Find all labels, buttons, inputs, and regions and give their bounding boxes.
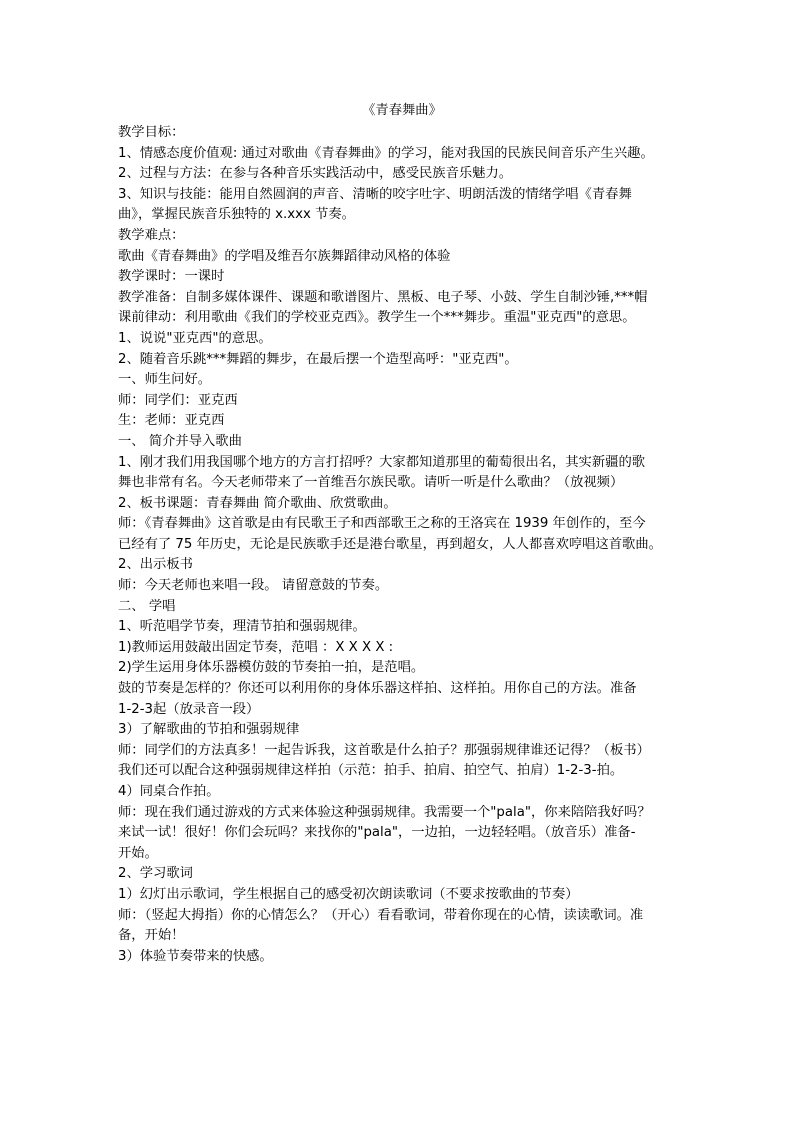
text-line: 已经有了 75 年历史，无论是民族歌手还是港台歌星，再到超女，人人都喜欢哼唱这首歌曲。 <box>118 536 662 552</box>
document-body <box>118 123 678 967</box>
text-line: 一、 简介并导入歌曲 <box>118 433 242 449</box>
text-line: 2、出示板书 <box>118 557 193 573</box>
text-line: 来试一试！很好！你们会玩吗？来找你的"pala"，一边拍，一边轻轻唱。（放音乐）准备- <box>118 825 636 841</box>
text-line: 教学课时：一课时 <box>118 269 225 285</box>
text-line: 开始。 <box>118 845 158 861</box>
text-line: 师：今天老师也来唱一段。 请留意鼓的节奏。 <box>118 578 389 594</box>
text-line: 2、板书课题：青春舞曲 简介歌曲、欣赏歌曲。 <box>118 495 397 511</box>
text-line: 备，开始！ <box>118 928 185 944</box>
text-line: 4）同桌合作拍。 <box>118 784 220 799</box>
text-line: 鼓的节奏是怎样的？你还可以利用你的身体乐器这样拍、这样拍。用你自己的方法。准备 <box>118 681 637 697</box>
document-page <box>118 101 678 967</box>
text-line: 2、学习歌词 <box>118 866 193 882</box>
text-line: 2、随着音乐跳***舞蹈的舞步，在最后摆一个造型高呼："亚克西"。 <box>118 351 518 367</box>
text-line: 教学难点： <box>118 227 185 243</box>
text-line: 1、听范唱学节奏，理清节拍和强弱规律。 <box>118 619 366 635</box>
text-line: 2)学生运用身体乐器模仿鼓的节奏拍一拍，是范唱。 <box>118 660 425 676</box>
text-line: 3）了解歌曲的节拍和强弱规律 <box>118 722 300 738</box>
text-line: 2、过程与方法：在参与各种音乐实践活动中，感受民族音乐魅力。 <box>118 166 513 182</box>
text-line: 师：《青春舞曲》这首歌是由有民歌王子和西部歌王之称的王洛宾在 1939 年创作的，至今 <box>118 516 646 532</box>
text-line: 我们还可以配合这种强弱规律这样拍（示范：拍手、拍肩、拍空气、拍肩）1-2-3-拍。 <box>118 763 624 779</box>
text-line: 课前律动：利用歌曲《我们的学校亚克西》。教学生一个***舞步。重温"亚克西"的意思。 <box>118 310 636 326</box>
text-line: 1、刚才我们用我国哪个地方的方言打招呼？大家都知道那里的葡萄很出名，其实新疆的歌 <box>118 454 646 470</box>
text-line: 师：（竖起大拇指）你的心情怎么？（开心）看看歌词，带着你现在的心情，读读歌词。准 <box>118 907 644 923</box>
text-line: 舞也非常有名。今天老师带来了一首维吾尔族民歌。请听一听是什么歌曲？（放视频） <box>118 475 624 491</box>
text-line: 一、师生问好。 <box>118 372 212 388</box>
text-line: 1、说说"亚克西"的意思。 <box>118 330 272 346</box>
text-line: 1-2-3起（放录音一段） <box>118 701 260 717</box>
text-line: 1）幻灯出示歌词，学生根据自己的感受初次朗读歌词（不要求按歌曲的节奏） <box>118 886 579 902</box>
document-title: 《青春舞曲》 <box>362 103 442 118</box>
text-line: 3）体验节奏带来的快感。 <box>118 948 273 964</box>
text-line: 生：老师：亚克西 <box>118 413 225 429</box>
text-line: 曲》，掌握民族音乐独特的 x.xxx 节奏。 <box>118 207 355 223</box>
text-line: 3、知识与技能：能用自然圆润的声音、清晰的咬字吐字、明朗活泼的情绪学唱《青春舞 <box>118 186 632 202</box>
text-line: 教学准备：自制多媒体课件、课题和歌谱图片、黑板、电子琴、小鼓、学生自制沙锤,***帽 <box>118 289 648 305</box>
text-line: 1)教师运用鼓敲出固定节奏，范唱 ：X X X X : <box>118 639 394 655</box>
text-line: 二、 学唱 <box>118 598 176 614</box>
text-line: 师：现在我们通过游戏的方式来体验这种强弱规律。我需要一个"pala"，你来陪陪我好吗？ <box>118 804 651 820</box>
text-line: 1、情感态度价值观: 通过对歌曲《青春舞曲》的学习，能对我国的民族民间音乐产生兴趣。 <box>118 145 654 161</box>
text-line: 教学目标： <box>118 125 185 140</box>
text-line: 歌曲《青春舞曲》的学唱及维吾尔族舞蹈律动风格的体验 <box>118 248 451 264</box>
text-line: 师：同学们的方法真多！一起告诉我，这首歌是什么拍子？那强弱规律谁还记得？（板书） <box>118 742 650 758</box>
text-line: 师：同学们：亚克西 <box>118 392 238 408</box>
